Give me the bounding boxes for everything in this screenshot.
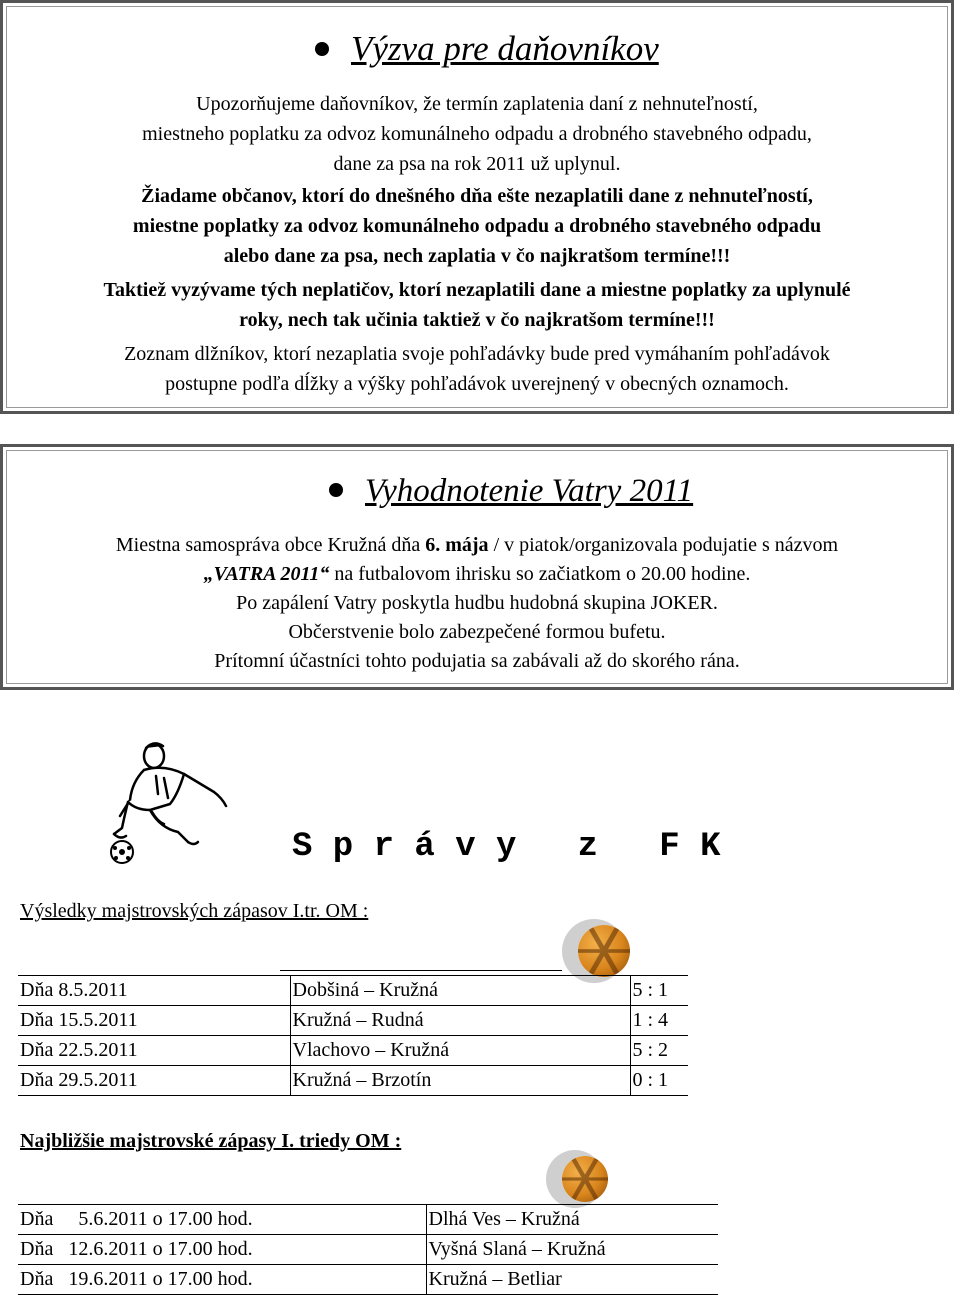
vatra-line-5: Prítomní účastníci tohto podujatia sa zabávali až do skorého rána. [214,650,740,672]
text-line: alebo dane za psa, nech zaplatia v čo najkratšom termíne!!! [223,245,731,267]
date-span: 6. mája [425,534,489,556]
text-line: miestneho poplatku za odvoz komunálneho odpadu a drobného stavebného odpadu, [142,123,812,145]
vatra-line-1 [3,531,951,560]
vatra-paragraph [3,531,951,676]
text-span: Miestna samospráva obce Kružná dňa [115,534,426,556]
match-date: Dňa 19.6.2011 o 17.00 hod. [18,1265,426,1295]
table-row [18,1066,688,1096]
soccer-player-icon [104,738,234,866]
match-date: Dňa 8.5.2011 [18,976,290,1006]
vatra-line-3: Po zapálení Vatry poskytla hudbu hudobná skupina JOKER. [236,592,718,614]
match-date: Dňa 15.5.2011 [18,1006,290,1036]
match-date: Dňa 5.6.2011 o 17.00 hod. [18,1205,426,1235]
match-teams: Dobšiná – Kružná [290,976,630,1006]
text-line: miestne poplatky za odvoz komunálneho odpadu a drobného stavebného odpadu [132,215,822,237]
football-icon [562,1156,608,1202]
table-row [18,1036,688,1066]
match-date: Dňa 22.5.2011 [18,1036,290,1066]
text-span: na futbalovom ihrisku so začiatkom o 20.00 hodine. [329,563,751,585]
text-line: Zoznam dlžníkov, ktorí nezaplatia svoje pohľadávky bude pred vymáhaním pohľadávok [124,343,830,365]
tax-notice-paragraph-2 [3,181,951,271]
tax-notice-paragraph-4 [3,339,951,399]
tax-notice-paragraph-1 [3,89,951,179]
fk-news-title: S p r á v y z F K [292,828,721,866]
match-teams: Vlachovo – Kružná [290,1036,630,1066]
match-score: 1 : 4 [630,1006,688,1036]
table-row [18,1205,718,1235]
vatra-title: Vyhodnotenie Vatry 2011 [365,473,694,509]
vatra-box [0,444,954,690]
text-span: / v piatok/organizovala podujatie s názvom [488,534,839,556]
text-line: Upozorňujeme daňovníkov, že termín zaplatenia daní z nehnuteľností, [196,93,758,115]
text-line: Taktiež vyzývame tých neplatičov, ktorí nezaplatili dane a miestne poplatky za uplynulé [103,279,851,301]
results-table [18,975,688,1096]
tax-notice-paragraph-3 [3,275,951,335]
text-line: postupne podľa dĺžky a výšky pohľadávok uverejnený v obecných oznamoch. [165,373,789,395]
divider [280,970,562,971]
match-score: 0 : 1 [630,1066,688,1096]
match-teams: Kružná – Brzotín [290,1066,630,1096]
text-line: dane za psa na rok 2011 už uplynul. [333,153,621,175]
upcoming-table [18,1204,718,1295]
results-title: Výsledky majstrovských zápasov I.tr. OM : [20,900,369,922]
table-row [18,1006,688,1036]
bullet-icon [329,483,343,497]
match-date: Dňa 12.6.2011 o 17.00 hod. [18,1235,426,1265]
match-teams: Dlhá Ves – Kružná [426,1205,718,1235]
match-teams: Vyšná Slaná – Kružná [426,1235,718,1265]
football-icon [578,925,630,977]
upcoming-title: Najbližšie majstrovské zápasy I. triedy OM : [20,1130,402,1152]
match-score: 5 : 1 [630,976,688,1006]
vatra-line-4: Občerstvenie bolo zabezpečené formou bufetu. [288,621,666,643]
table-row [18,976,688,1006]
tax-notice-title: Výzva pre daňovníkov [351,29,659,68]
vatra-heading [329,473,693,510]
match-date: Dňa 29.5.2011 [18,1066,290,1096]
vatra-line-2 [3,560,951,589]
bullet-icon [315,42,329,56]
tax-notice-box [0,0,954,414]
match-score: 5 : 2 [630,1036,688,1066]
tax-notice-heading [315,29,659,69]
text-line: Žiadame občanov, ktorí do dnešného dňa ešte nezaplatili dane z nehnuteľností, [141,185,813,207]
table-row [18,1265,718,1295]
event-name: „VATRA 2011“ [203,563,330,585]
text-line: roky, nech tak učinia taktiež v čo najkratšom termíne!!! [239,309,715,331]
table-row [18,1235,718,1265]
match-teams: Kružná – Rudná [290,1006,630,1036]
match-teams: Kružná – Betliar [426,1265,718,1295]
